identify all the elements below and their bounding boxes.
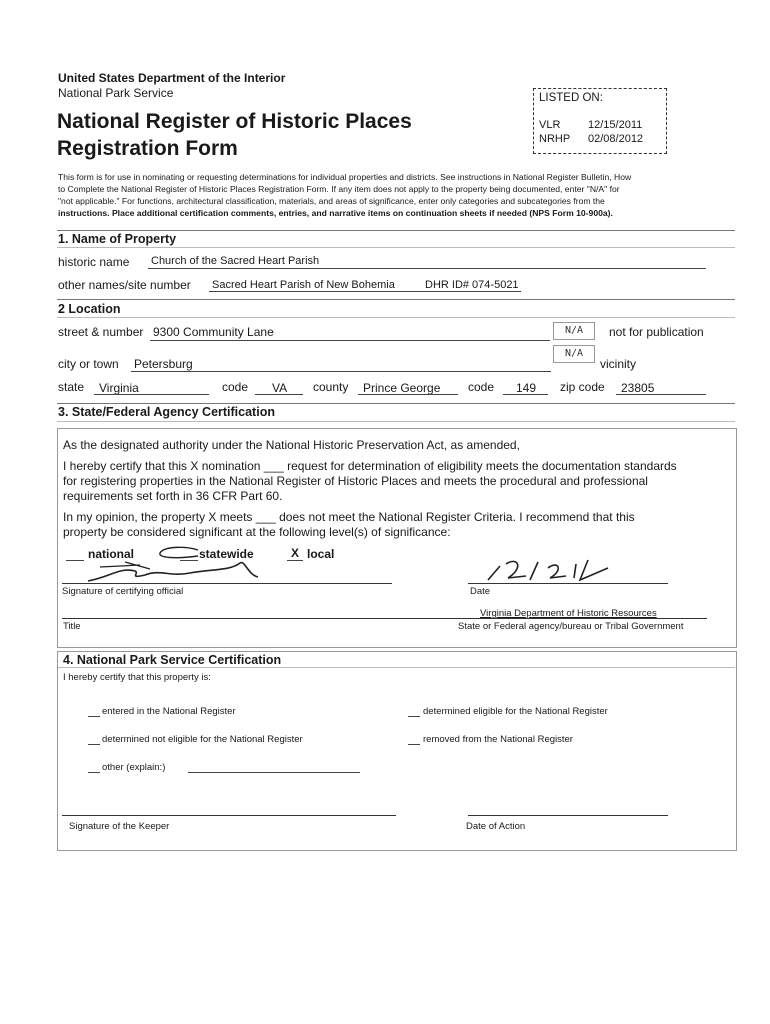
date-line <box>468 583 668 584</box>
section-3-heading: 3. State/Federal Agency Certification <box>58 405 275 419</box>
historic-name-line <box>148 268 706 269</box>
county-code-value: 149 <box>516 381 537 395</box>
date-label: Date <box>470 586 491 597</box>
section-2-heading: 2 Location <box>58 302 121 316</box>
opt-determined-eligible: determined eligible for the National Register <box>423 706 608 717</box>
date-of-action-label: Date of Action <box>466 821 526 832</box>
listed-on-heading: LISTED ON: <box>539 92 603 104</box>
nrhp-label: NRHP <box>539 133 571 145</box>
handwritten-date <box>478 550 618 590</box>
street-label: street & number <box>58 325 144 339</box>
state-line <box>94 394 209 395</box>
section-1-heading: 1. Name of Property <box>58 232 177 246</box>
instructions-line-3: "not applicable." For functions, architectural classification, materials, and areas of significance, enter only categories and subcategories from the <box>58 196 605 206</box>
opt-removed: removed from the National Register <box>423 734 573 745</box>
signature-line <box>62 583 392 584</box>
form-title-line2: Registration Form <box>57 137 238 160</box>
nrhp-date: 02/08/2012 <box>588 133 644 145</box>
keeper-signature-label: Signature of the Keeper <box>69 821 170 832</box>
other-explain-line <box>188 772 360 773</box>
county-label: county <box>313 380 349 394</box>
title-line <box>62 618 707 619</box>
state-code-value: VA <box>272 381 288 395</box>
street-line <box>150 340 550 341</box>
nps-intro: I hereby certify that this property is: <box>63 672 211 683</box>
section-divider <box>57 317 735 318</box>
section-divider <box>57 403 735 404</box>
listed-on-box <box>533 88 667 154</box>
level-local: local <box>307 547 335 561</box>
vlr-label: VLR <box>539 119 561 131</box>
zip-value: 23805 <box>621 381 655 395</box>
instructions-line-4: instructions. Place additional certification comments, entries, and narrative items on continuation sheets if needed (NPS Form 10-900a). <box>58 208 613 218</box>
city-line <box>131 371 551 372</box>
dhr-id-value: DHR ID# 074-5021 <box>425 279 519 291</box>
opt-determined-not-eligible: determined not eligible for the National Register <box>102 734 303 745</box>
state-code-line <box>255 394 303 395</box>
opt4-checkbox-line <box>408 744 420 745</box>
level-national: national <box>88 547 135 561</box>
other-names-line <box>209 291 521 292</box>
form-title-line1: National Register of Historic Places <box>57 110 412 133</box>
cert-p2b: for registering properties in the National Register of Historic Places and meets the procedural and professional <box>63 474 648 488</box>
signature-label: Signature of certifying official <box>62 586 184 597</box>
opt2-checkbox-line <box>408 716 420 717</box>
vicinity-label: vicinity <box>600 357 637 371</box>
opt3-checkbox-line <box>88 744 100 745</box>
date-of-action-line <box>468 815 668 816</box>
historic-name-label: historic name <box>58 255 130 269</box>
cert-p1: As the designated authority under the National Historic Preservation Act, as amended, <box>63 438 520 452</box>
county-value: Prince George <box>363 381 441 395</box>
local-checkbox-line <box>287 560 303 561</box>
state-label: state <box>58 380 85 394</box>
cert-p3a: In my opinion, the property X meets ___ does not meet the National Register Criteria. I recommend that this <box>63 510 635 524</box>
certifying-official-signature <box>80 557 280 585</box>
county-code-label: code <box>468 380 495 394</box>
opt1-checkbox-line <box>88 716 100 717</box>
cert-p2c: requirements set forth in 36 CFR Part 60. <box>63 489 283 503</box>
section-divider <box>57 247 735 248</box>
keeper-signature-line <box>62 815 396 816</box>
city-label: city or town <box>58 357 119 371</box>
historic-name-value: Church of the Sacred Heart Parish <box>151 255 320 267</box>
section-divider <box>57 299 735 300</box>
instructions-line-2: to Complete the National Register of Historic Places Registration Form. If any item does not apply to the property being documented, enter "N/A" for <box>58 184 620 194</box>
opt-entered: entered in the National Register <box>102 706 236 717</box>
service-name: National Park Service <box>58 86 174 100</box>
section-4-heading: 4. National Park Service Certification <box>63 653 282 667</box>
state-code-label: code <box>222 380 249 394</box>
cert-p3b: property be considered significant at the following level(s) of significance: <box>63 525 451 539</box>
other-names-label: other names/site number <box>58 278 191 292</box>
other-names-value: Sacred Heart Parish of New Bohemia <box>212 279 395 291</box>
opt-other: other (explain:) <box>102 762 166 773</box>
agency-value: Virginia Department of Historic Resources <box>480 608 657 619</box>
level-statewide: statewide <box>199 547 254 561</box>
department-name: United States Department of the Interior <box>58 71 286 85</box>
title-label: Title <box>63 621 81 632</box>
vicinity-box: N/A <box>553 345 595 363</box>
cert-p2a: I hereby certify that this X nomination ___ request for determination of eligibility meets the documentation standards <box>63 459 677 473</box>
opt5-checkbox-line <box>88 772 100 773</box>
instructions-line-1: This form is for use in nominating or requesting determinations for individual properties and districts. See instructions in National Register Bulletin, How <box>58 172 632 182</box>
section-divider <box>57 421 735 422</box>
zip-line <box>616 394 706 395</box>
county-code-line <box>503 394 548 395</box>
section-divider <box>57 230 735 231</box>
agency-label: State or Federal agency/bureau or Tribal Government <box>458 621 684 632</box>
not-for-publication-label: not for publication <box>609 325 704 339</box>
county-line <box>358 394 458 395</box>
state-value: Virginia <box>99 381 139 395</box>
not-for-publication-box: N/A <box>553 322 595 340</box>
street-value: 9300 Community Lane <box>153 325 274 339</box>
local-mark: X <box>291 546 300 560</box>
city-value: Petersburg <box>134 357 193 371</box>
zip-label: zip code <box>560 380 605 394</box>
vlr-date: 12/15/2011 <box>588 119 643 131</box>
